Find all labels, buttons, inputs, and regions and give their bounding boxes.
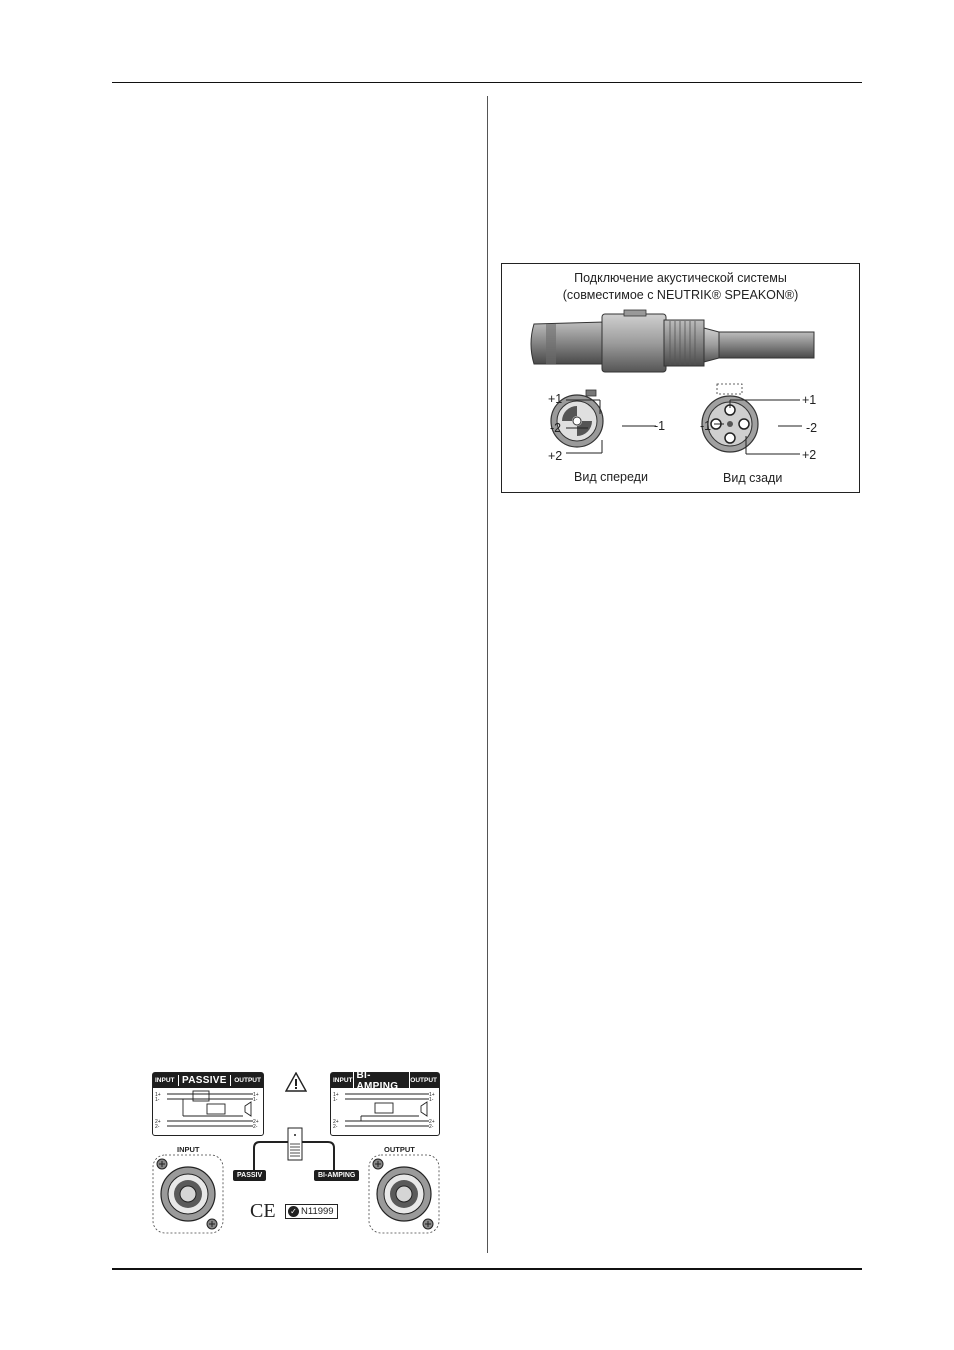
passive-output-label: OUTPUT [234,1077,261,1084]
biamp-out-row-2minus: 2- [429,1124,434,1130]
passive-title: PASSIVE [178,1075,231,1086]
speakon-connection-figure [501,263,860,493]
rear-pin-leader-lines [714,396,804,458]
passive-out-row-2plus: 2+ [253,1119,259,1125]
rear-pin-minus2-label: -2 [806,421,818,435]
passive-row-2plus: 2+ [155,1119,161,1125]
front-view-caption: Вид спереди [574,470,648,484]
front-pin-minus2-label: -2 [550,421,562,435]
passive-out-row-2minus: 2- [253,1124,258,1130]
footer-rule [112,1268,862,1270]
biamp-row-1minus: 1- [333,1097,338,1103]
ctick-mark [285,1204,338,1219]
biamping-input-label: INPUT [333,1077,353,1084]
output-jack-label: OUTPUT [384,1145,415,1154]
biamp-out-row-2plus: 2+ [429,1119,435,1125]
rear-pin-plus1-label: +1 [802,393,817,407]
biamp-out-row-1minus: 1- [429,1097,434,1103]
output-speakon-jack [368,1154,440,1234]
rear-view-caption: Вид сзади [723,471,783,485]
passive-row-1minus: 1- [155,1097,160,1103]
biamp-row-1plus: 1+ [333,1092,339,1098]
warning-triangle-icon [285,1072,307,1092]
front-pin-minus1-label: -1 [654,419,666,433]
biamp-row-2minus: 2- [333,1124,338,1130]
figure-subtitle: (совместимое с NEUTRIK® SPEAKON®) [562,288,799,302]
passive-out-row-1minus: 1- [253,1097,258,1103]
rear-pin-minus1-label: -1 [700,419,712,433]
column-divider [487,96,488,1253]
passive-input-label: INPUT [155,1077,175,1084]
biamp-row-2plus: 2+ [333,1119,339,1125]
front-pin-plus1-label: +1 [548,392,563,406]
ctick-code: N11999 [301,1206,334,1217]
biamping-output-label: OUTPUT [410,1077,437,1084]
ce-mark: CE [250,1200,276,1222]
input-speakon-jack [152,1154,224,1234]
speakon-plug-illustration [524,306,824,376]
passiv-mode-tag: PASSIV [233,1170,266,1181]
header-rule [112,82,862,83]
biamping-mode-tag: BI-AMPING [314,1170,359,1181]
passive-box-header [153,1073,263,1088]
ctick-icon: ✓ [288,1206,299,1217]
passive-row-1plus: 1+ [155,1092,161,1098]
front-pin-leader-lines [566,396,661,456]
input-jack-label: INPUT [177,1145,200,1154]
front-pin-plus2-label: +2 [548,449,563,463]
biamp-out-row-1plus: 1+ [429,1092,435,1098]
passive-row-2minus: 2- [155,1124,160,1130]
rear-pin-plus2-label: +2 [802,448,817,462]
biamping-box-header [331,1069,439,1092]
biamping-title: BI-AMPING [353,1070,411,1092]
passive-out-row-1plus: 1+ [253,1092,259,1098]
figure-title: Подключение акустической системы [574,271,787,285]
rear-panel-figure [150,1066,442,1236]
